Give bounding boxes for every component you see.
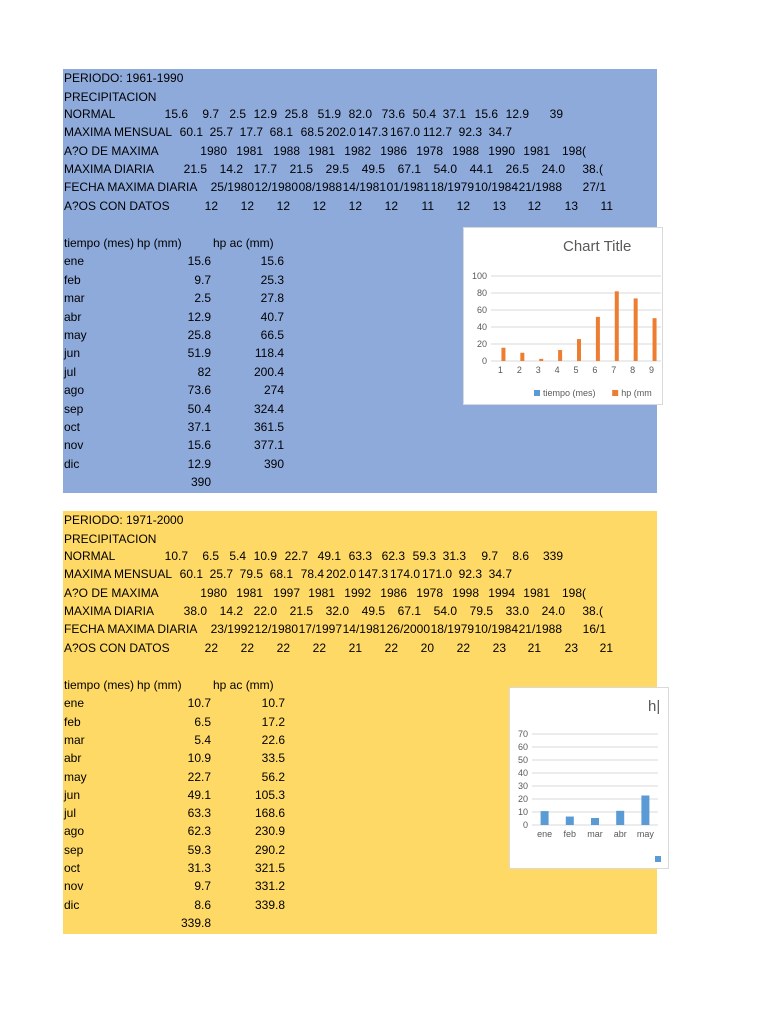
row-value: 25.8	[284, 107, 308, 121]
row-month: may	[64, 328, 87, 342]
row-value: 25/1980	[210, 180, 254, 194]
row-value: 17/1997	[298, 622, 342, 636]
row-month: jul	[64, 806, 77, 821]
row-label: NORMAL	[64, 107, 116, 121]
legend-swatch	[655, 856, 661, 862]
row-label: A?OS CON DATOS	[64, 199, 170, 213]
row-value: 20	[420, 641, 434, 655]
row-month: abr	[64, 309, 82, 324]
y-tick-label: 0	[481, 356, 487, 366]
row-value: 22	[312, 641, 326, 655]
row-month: jun	[64, 346, 81, 361]
row-month: ene	[64, 254, 85, 269]
row-hp: 49.1	[187, 787, 211, 802]
row-value: 22.0	[253, 604, 277, 618]
row-value: 202.0	[325, 567, 356, 581]
bar	[615, 291, 619, 361]
chart-title: h|	[648, 698, 661, 715]
row-value: 10/1984	[474, 180, 518, 194]
col-header-hp-ac: hp ac (mm)	[213, 236, 274, 250]
row-value: 12.9	[505, 107, 529, 121]
row-month: oct	[64, 420, 81, 434]
row-value: 22	[240, 641, 254, 655]
row-hp: 15.6	[187, 438, 211, 453]
bar	[616, 811, 624, 825]
row-label: NORMAL	[64, 549, 116, 563]
row-hp: 12.9	[187, 309, 211, 324]
row-hp-ac: 390	[263, 456, 284, 471]
row-value: 63.3	[348, 549, 372, 563]
row-value: 1980	[200, 586, 227, 600]
row-value: 54.0	[433, 604, 457, 618]
total-hp: 339.8	[180, 915, 211, 930]
row-value: 21/1988	[518, 180, 562, 194]
bar	[501, 348, 505, 361]
row-hp: 9.7	[194, 272, 211, 287]
row-hp: 37.1	[187, 420, 211, 434]
row-month: ago	[64, 383, 85, 398]
row-hp: 62.3	[187, 824, 211, 839]
row-hp-ac: 25.3	[260, 272, 284, 287]
row-value: 15.6	[164, 107, 188, 121]
legend-swatch	[612, 390, 618, 396]
bar	[653, 318, 657, 361]
row-hp: 8.6	[194, 897, 211, 912]
row-hp-ac: 33.5	[261, 751, 285, 766]
x-tick-label: abr	[613, 829, 627, 839]
row-value: 34.7	[488, 125, 512, 139]
chart-title: Chart Title	[563, 238, 632, 255]
col-header-tiempo: tiempo (mes)	[64, 236, 135, 250]
row-value: 23	[564, 641, 578, 655]
row-value: 12/1980	[254, 180, 298, 194]
row-hp-ac: 17.2	[261, 714, 285, 729]
row-value: 44.1	[469, 162, 493, 176]
x-tick-label: 3	[535, 365, 541, 375]
row-value: 22	[384, 641, 398, 655]
row-value: 26.5	[505, 162, 529, 176]
row-value: 1998	[452, 586, 479, 600]
row-value: 1981	[308, 586, 335, 600]
row-hp: 12.9	[187, 456, 211, 471]
y-tick-label: 20	[517, 794, 528, 804]
row-value: 39	[549, 107, 563, 121]
row-value: 2.5	[229, 107, 246, 121]
row-value: 18/1979	[430, 622, 474, 636]
row-value: 82.0	[348, 107, 372, 121]
row-hp: 63.3	[187, 806, 211, 821]
row-hp-ac: 10.7	[261, 696, 285, 711]
row-value: 10/1984	[474, 622, 518, 636]
row-month: jun	[64, 787, 81, 802]
row-value: 167.0	[389, 125, 420, 139]
row-value: 1994	[488, 586, 515, 600]
row-hp: 73.6	[187, 383, 211, 398]
row-value: 339	[542, 549, 563, 563]
row-value: 25.7	[209, 125, 233, 139]
row-value: 24.0	[541, 604, 565, 618]
row-value: 12	[348, 199, 362, 213]
row-month: dic	[64, 456, 80, 471]
row-value: 1988	[452, 144, 479, 158]
row-month: nov	[64, 438, 84, 453]
row-value: 10.7	[164, 549, 188, 563]
row-hp: 50.4	[187, 401, 211, 416]
periodo-label: PERIODO: 1971-2000	[64, 513, 184, 527]
row-value: 32.0	[325, 604, 349, 618]
row-hp: 6.5	[194, 714, 211, 729]
row-value: 50.4	[412, 107, 436, 121]
x-tick-label: 1	[497, 365, 503, 375]
row-month: may	[64, 769, 87, 784]
col-header-hp: hp (mm)	[137, 678, 182, 692]
y-tick-label: 70	[517, 729, 528, 739]
row-value: 14.2	[219, 604, 243, 618]
y-tick-label: 50	[517, 755, 528, 765]
row-value: 67.1	[397, 162, 421, 176]
row-month: jul	[64, 364, 77, 379]
row-value: 10.9	[253, 549, 277, 563]
row-hp-ac: 118.4	[254, 346, 284, 361]
row-month: abr	[64, 751, 82, 766]
row-value: 1982	[344, 144, 371, 158]
row-value: 25.7	[209, 567, 233, 581]
row-value: 22	[204, 641, 218, 655]
row-month: feb	[64, 272, 81, 287]
row-value: 1981	[236, 144, 263, 158]
row-value: 29.5	[325, 162, 349, 176]
bar	[596, 317, 600, 361]
row-hp-ac: 22.6	[261, 732, 285, 747]
x-tick-label: feb	[563, 829, 577, 839]
row-value: 1981	[523, 144, 550, 158]
period-1971-2000-section	[63, 511, 661, 934]
y-tick-label: 80	[476, 288, 487, 298]
y-tick-label: 40	[517, 768, 528, 778]
bar	[591, 818, 599, 825]
row-month: feb	[64, 714, 81, 729]
legend-label: tiempo (mes)	[543, 388, 596, 398]
row-value: 12	[312, 199, 326, 213]
row-value: 27/1	[582, 180, 606, 194]
bar	[520, 353, 524, 361]
col-header-hp: hp (mm)	[137, 236, 182, 250]
row-value: 08/1988	[298, 180, 342, 194]
bar	[539, 359, 543, 361]
row-month: sep	[64, 842, 84, 857]
row-hp-ac: 56.2	[261, 769, 285, 784]
row-value: 12	[276, 199, 290, 213]
row-month: nov	[64, 879, 84, 894]
row-value: 01/1981	[386, 180, 430, 194]
row-hp-ac: 324.4	[253, 401, 284, 416]
y-tick-label: 100	[471, 271, 487, 281]
hp-table	[63, 69, 363, 493]
row-value: 14/1981	[342, 622, 386, 636]
bar	[641, 795, 649, 825]
row-value: 59.3	[412, 549, 436, 563]
bar	[634, 298, 638, 361]
row-value: 202.0	[325, 125, 356, 139]
row-value: 21	[527, 641, 541, 655]
row-label: FECHA MAXIMA DIARIA	[64, 180, 198, 194]
row-hp: 82	[197, 364, 211, 379]
row-value: 21	[599, 641, 613, 655]
row-value: 198(	[561, 586, 586, 600]
row-value: 6.5	[202, 549, 219, 563]
row-month: ene	[64, 696, 85, 711]
row-value: 12	[204, 199, 218, 213]
row-value: 13	[564, 199, 578, 213]
y-tick-label: 40	[476, 322, 487, 332]
x-tick-label: mar	[587, 829, 603, 839]
row-hp-ac: 274	[263, 383, 284, 398]
row-hp-ac: 290.2	[254, 842, 285, 857]
row-value: 68.1	[269, 567, 293, 581]
row-hp-ac: 339.8	[254, 897, 285, 912]
row-value: 78.4	[300, 567, 324, 581]
y-tick-label: 30	[517, 781, 528, 791]
row-hp: 15.6	[187, 254, 211, 269]
row-value: 34.7	[488, 567, 512, 581]
row-value: 22.7	[284, 549, 308, 563]
row-value: 21.5	[289, 162, 313, 176]
row-month: oct	[64, 861, 81, 875]
row-value: 73.6	[381, 107, 405, 121]
row-value: 22	[456, 641, 470, 655]
row-label: FECHA MAXIMA DIARIA	[64, 622, 198, 636]
row-value: 60.1	[179, 567, 203, 581]
row-value: 68.5	[300, 125, 324, 139]
period-1961-1990-section	[63, 69, 657, 493]
row-value: 67.1	[397, 604, 421, 618]
x-tick-label: 9	[649, 365, 655, 375]
x-tick-label: 8	[630, 365, 636, 375]
row-month: mar	[64, 291, 85, 306]
y-tick-label: 60	[517, 742, 528, 752]
row-value: 15.6	[474, 107, 498, 121]
y-tick-label: 60	[476, 305, 487, 315]
row-value: 147.3	[357, 567, 388, 581]
row-value: 1981	[236, 586, 263, 600]
precipitacion-label: PRECIPITACION	[64, 532, 157, 546]
row-month: dic	[64, 897, 80, 912]
bar	[577, 339, 581, 361]
row-value: 92.3	[458, 125, 482, 139]
row-hp-ac: 331.2	[254, 879, 285, 894]
row-label: MAXIMA MENSUAL	[64, 567, 173, 581]
precipitacion-label: PRECIPITACION	[64, 90, 157, 104]
row-hp-ac: 361.5	[253, 420, 284, 434]
row-label: A?O DE MAXIMA	[64, 586, 159, 600]
row-value: 8.6	[512, 549, 529, 563]
row-value: 21	[348, 641, 362, 655]
row-hp: 51.9	[187, 346, 211, 361]
row-value: 1981	[308, 144, 335, 158]
row-label: A?O DE MAXIMA	[64, 144, 159, 158]
chart-1[interactable]	[463, 227, 663, 405]
row-value: 5.4	[229, 549, 246, 563]
row-hp-ac: 27.8	[260, 291, 284, 306]
row-value: 147.3	[357, 125, 388, 139]
row-value: 1981	[523, 586, 550, 600]
row-value: 112.7	[422, 125, 452, 139]
hp-table	[63, 511, 363, 935]
bar-chart-svg	[464, 228, 664, 406]
x-tick-label: 7	[611, 365, 617, 375]
row-hp-ac: 200.4	[253, 364, 284, 379]
total-hp: 390	[190, 475, 211, 490]
row-value: 38.0	[183, 604, 207, 618]
y-tick-label: 20	[476, 339, 487, 349]
row-month: mar	[64, 732, 85, 747]
row-hp: 2.5	[194, 291, 211, 306]
row-hp: 5.4	[194, 732, 211, 747]
row-hp: 25.8	[187, 328, 211, 342]
row-value: 17.7	[253, 162, 277, 176]
row-value: 1988	[273, 144, 300, 158]
row-value: 16/1	[582, 622, 606, 636]
row-hp: 10.7	[187, 696, 211, 711]
row-value: 22	[276, 641, 290, 655]
row-value: 54.0	[433, 162, 457, 176]
bar	[566, 817, 574, 825]
row-value: 60.1	[179, 125, 203, 139]
row-value: 68.1	[269, 125, 293, 139]
row-value: 62.3	[381, 549, 405, 563]
row-hp-ac: 377.1	[253, 438, 284, 453]
row-value: 51.9	[317, 107, 341, 121]
row-value: 14.2	[219, 162, 243, 176]
row-value: 33.0	[505, 604, 529, 618]
row-label: MAXIMA DIARIA	[64, 604, 155, 618]
row-value: 21.5	[183, 162, 207, 176]
row-hp-ac: 168.6	[254, 806, 285, 821]
row-value: 174.0	[389, 567, 420, 581]
x-tick-label: may	[636, 829, 654, 839]
row-label: MAXIMA MENSUAL	[64, 125, 173, 139]
row-value: 12	[384, 199, 398, 213]
x-tick-label: 5	[573, 365, 579, 375]
row-value: 18/1979	[430, 180, 474, 194]
bar-chart-svg	[510, 688, 670, 870]
row-value: 49.5	[361, 162, 385, 176]
row-month: sep	[64, 401, 84, 416]
row-value: 92.3	[458, 567, 482, 581]
row-value: 26/2000	[386, 622, 430, 636]
row-value: 17.7	[239, 125, 263, 139]
row-hp: 9.7	[194, 879, 211, 894]
row-hp: 31.3	[187, 861, 211, 875]
row-value: 1992	[344, 586, 371, 600]
row-value: 38.(	[582, 604, 603, 618]
row-hp: 22.7	[187, 769, 211, 784]
row-value: 21/1988	[518, 622, 562, 636]
row-label: MAXIMA DIARIA	[64, 162, 155, 176]
bar	[558, 350, 562, 361]
legend-label: hp (mm	[621, 388, 652, 398]
bar	[541, 811, 549, 825]
row-value: 49.5	[361, 604, 385, 618]
row-value: 21.5	[289, 604, 313, 618]
periodo-label: PERIODO: 1961-1990	[64, 71, 184, 85]
row-hp-ac: 66.5	[260, 328, 284, 342]
row-value: 12.9	[253, 107, 277, 121]
row-value: 24.0	[541, 162, 565, 176]
row-value: 1980	[200, 144, 227, 158]
row-hp-ac: 321.5	[254, 861, 285, 875]
row-value: 79.5	[239, 567, 263, 581]
row-value: 23/1992	[210, 622, 254, 636]
row-value: 38.(	[582, 162, 603, 176]
row-value: 12/1980	[254, 622, 298, 636]
row-value: 1990	[488, 144, 515, 158]
row-value: 23	[492, 641, 506, 655]
x-tick-label: 6	[592, 365, 598, 375]
x-tick-label: 2	[516, 365, 522, 375]
y-tick-label: 0	[522, 820, 528, 830]
row-value: 13	[492, 199, 506, 213]
chart-2[interactable]	[509, 687, 669, 869]
col-header-tiempo: tiempo (mes)	[64, 678, 135, 692]
x-tick-label: 4	[554, 365, 560, 375]
row-hp: 59.3	[187, 842, 211, 857]
row-hp: 10.9	[187, 751, 211, 766]
row-value: 198(	[561, 144, 586, 158]
row-value: 12	[456, 199, 470, 213]
row-value: 12	[240, 199, 254, 213]
row-label: A?OS CON DATOS	[64, 641, 170, 655]
row-value: 49.1	[317, 549, 341, 563]
row-month: ago	[64, 824, 85, 839]
row-hp-ac: 15.6	[260, 254, 284, 269]
row-value: 11	[421, 199, 434, 213]
row-value: 1978	[416, 144, 443, 158]
row-value: 1986	[380, 586, 407, 600]
row-value: 37.1	[442, 107, 466, 121]
row-hp-ac: 40.7	[260, 309, 284, 324]
row-hp-ac: 105.3	[254, 787, 285, 802]
x-tick-label: ene	[537, 829, 553, 839]
row-value: 1978	[416, 586, 443, 600]
row-value: 1986	[380, 144, 407, 158]
legend-swatch	[534, 390, 540, 396]
row-value: 171.0	[421, 567, 452, 581]
row-value: 31.3	[442, 549, 466, 563]
row-value: 9.7	[481, 549, 498, 563]
row-value: 1997	[273, 586, 300, 600]
row-value: 9.7	[202, 107, 219, 121]
row-value: 79.5	[469, 604, 493, 618]
row-hp-ac: 230.9	[254, 824, 285, 839]
row-value: 11	[600, 199, 613, 213]
row-value: 12	[527, 199, 541, 213]
y-tick-label: 10	[517, 807, 528, 817]
col-header-hp-ac: hp ac (mm)	[213, 678, 274, 692]
row-value: 14/1981	[342, 180, 386, 194]
